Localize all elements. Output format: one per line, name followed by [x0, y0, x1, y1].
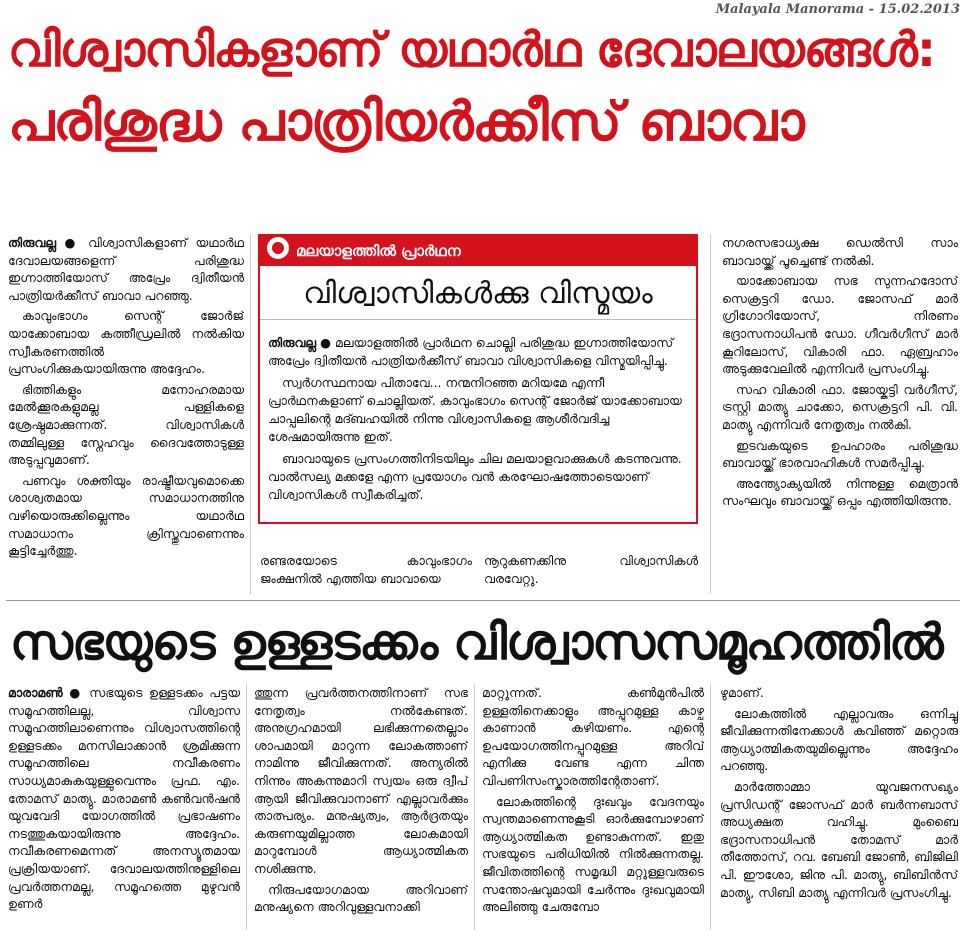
story1-column-2: [260, 552, 472, 592]
story2-paragraph: മാറ്റുന്നത്. കൺമുൻപിൽ ഉള്ളതിനെക്കാളും അപ്പുറമുള്ള കാഴ്ച കാണാൻ കഴിയണം. എന്റെ ഉപയോഗത്തിനപ്പുറമുള്ള അറിവ് എനിക്കു വേണ്ട എന്ന ചിന്ത വിപണിസംസ്കാരത്തിന്റേതാണ്.: [482, 685, 704, 788]
section-divider: [6, 600, 960, 601]
story1-paragraph: നഗരസഭാധ്യക്ഷ ഡെൽസി സാം ബാവായ്ക്ക് പൂച്ചെണ്ട് നൽകി.: [722, 235, 958, 268]
main-headline-line1: വിശ്വാസികളാണ് യഥാർഥ ദേവാലയങ്ങൾ:: [8, 22, 936, 78]
bullet-icon: ●: [69, 685, 83, 700]
story2-paragraph: മാർത്തോമ്മാ യുവജനസഖ്യം പ്രസിഡന്റ് ജോസഫ് മാർ ബർന്നബാസ് അധ്യക്ഷത വഹിച്ചു. മുംബൈ ഭദ്രാസനാധിപൻ തോമസ് മാർ തീത്തോസ്, റവ. ബേബി ജോൺ, ബിജിലി പി. ഈശോ, ജിനു പി. മാത്യു, ബിബിൻസ് മാത്യു, സിബി മാത്യു എന്നിവർ പ്രസംഗിച്ചു.: [720, 778, 958, 900]
newspaper-dateline: Malayala Manorama - 15.02.2013: [715, 2, 960, 17]
story2-column-3: [482, 684, 704, 930]
column-divider: [710, 684, 711, 930]
story2-paragraph: സഭയുടെ ഉള്ളടക്കം പട്ടയ സമൂഹത്തിലല്ല, വിശ്വാസ സമൂഹത്തിലാണെന്നും വിശ്വാസത്തിന്റെ ഉള്ളടക്കം മനസിലാക്കാൻ ശ്രമിക്കുന്ന സമൂഹത്തിലെ നവീകരണം സാധ്യമാകുകയുള്ളുവെന്നും പ്രഫ. എം. തോമസ് മാത്യു. മാരാമൺ കൺവൻഷൻ യുവവേദി യോഗത്തിൽ പ്രഭാഷണം നടത്തുകയായിരുന്നു അദ്ദേഹം. നവീകരണമെന്നത് അനസ്യൂതമായ പ്രക്രിയയാണ്. ദേവാലയത്തിനുള്ളിലെ പ്രവർത്തനമല്ല, സമൂഹത്തെ മുഴുവൻ ഉണർ: [8, 685, 240, 912]
story1-paragraph: ഇടവകയുടെ ഉപഹാരം പരിശുദ്ധ ബാവായ്ക്ക് ഭാരവാഹികൾ സമർപ്പിച്ചു.: [722, 437, 958, 471]
story2-paragraph: ത്തുന്ന പ്രവർത്തനത്തിനാണ് സഭ നേതൃത്വം നൽകേണ്ടത്. അനുഗ്രഹമായി ലഭിക്കുന്നതെല്ലാം ശാപമായി മാറുന്ന ലോകത്താണ് നാമിന്നു ജീവിക്കുന്നത്. അന്യരിൽ നിന്നും അകന്നുമാറി സ്വയം ഒരു ദ്വീപ് ആയി ജീവിക്കുവാനാണ് എല്ലാവർക്കും താത്പര്യം. മനുഷ്യത്വം, ആർദ്രതയും കരുണയുമില്ലാത്ത ലോകമായി മാറുമ്പോൾ ആധ്യാത്മികത നശിക്കുന്നു.: [254, 685, 468, 876]
story2-paragraph: ലോകത്തിൽ എല്ലാവരും ഒന്നിച്ചു ജീവിക്കുന്നതിനേക്കാൾ കവിഞ്ഞ് മറ്റൊരു ആധ്യാത്മികതയുമില്ലെന്നും അദ്ദേഹം പറഞ്ഞു.: [720, 705, 958, 774]
story2-column-4: [720, 684, 958, 930]
story1-column-4: [722, 234, 958, 596]
story1-paragraph: ഭിത്തികളും മനോഹരമായ മേൽക്കൂരകളുമല്ല പള്ളികളെ ശ്രേഷ്ഠമാക്കുന്നത്. വിശ്വാസികൾ തമ്മിലുള്ള സ്നേഹവും ദൈവത്തോടുള്ള അടുപ്പവുമാണ്.: [8, 381, 244, 468]
column-divider: [474, 684, 475, 930]
story1-paragraph: പണവും ശക്തിയും രാഷ്ട്രീയവുമൊക്കെ ശാശ്വതമായ സമാധാനത്തിനു വഴിയൊരുക്കില്ലെന്നും യഥാർഥ സമാധാനം ക്രിസ്തുവാണെന്നും കൂട്ടിച്ചേർത്തു.: [8, 472, 244, 559]
story1-column-3: [484, 552, 698, 592]
sidebar-paragraph: ബാവായുടെ പ്രസംഗത്തിനിടയിലും ചില മലയാളവാക്കുകൾ കടന്നുവന്നു. വാൽസല്യ മക്കളേ എന്ന പ്രയോഗം വൻ കരഘോഷത്തോടെയാണ് വിശ്വാസികൾ സ്വീകരിച്ചത്.: [268, 451, 682, 502]
column-divider: [250, 234, 251, 594]
story1-paragraph: നൂറുകണക്കിനു വിശ്വാസികൾ വരവേറ്റു.: [484, 553, 698, 586]
story1-paragraph: അന്ത്യോക്യയിൽ നിന്നുള്ള മെത്രാൻ സംഘവും ബാവായ്ക്ക് ഒപ്പം എത്തിയിരുന്നു.: [722, 475, 958, 509]
sidebar-paragraph: സ്വർഗസ്ഥനായ പിതാവേ... നന്മനിറഞ്ഞ മറിയമേ എന്നീ പ്രാർഥനകളാണ് ചൊല്ലിയത്. കാവുംഭാഗം സെന്റ് ജോർജ് യാക്കോബായ ചാപ്പലിന്റെ മദ്ബഹയിൽ നിന്നു വിശ്വാസികളെ ആശീർവദിച്ച ശേഷമായിരുന്നു ഇത്.: [268, 375, 682, 444]
sidebar-label: മലയാളത്തിൽ പ്രാർഥന: [296, 242, 461, 260]
column-divider: [246, 684, 247, 930]
story2-column-2: [254, 684, 468, 930]
second-headline: സഭയുടെ ഉള്ളടക്കം വിശ്വാസസമൂഹത്തിൽ: [10, 614, 943, 671]
sidebar-dateline: തിരുവല്ല: [268, 335, 317, 350]
story2-paragraph: ലോകത്തിന്റെ ദുഃഖവും വേദനയും സ്വന്തമാണെന്നുകൂടി ഓർക്കുമ്പോഴാണ് ആധ്യാത്മികത ഉണ്ടാകുന്നത്. ഇതു സഭയുടെ പരിധിയിൽ നിൽക്കുന്നതല്ല. ജീവിതത്തിന്റെ സമൃദ്ധി മറ്റുള്ളവരുടെ സന്തോഷവുമായി ചേർന്നും ദുഃഖവുമായി അലിഞ്ഞു ചേരുമ്പോ: [482, 793, 704, 915]
main-headline: [8, 14, 958, 158]
story1-paragraph: കാവുംഭാഗം സെന്റ് ജോർജ് യാക്കോബായ കത്തീഡ്രലിൽ നൽകിയ സ്വീകരണത്തിൽ പ്രസംഗിക്കുകയായിരുന്നു അദ്ദേഹം.: [8, 308, 244, 377]
story1-paragraph: വിശ്വാസികളാണ് യഥാർഥ ദേവാലയങ്ങളെന്ന് പരിശുദ്ധ ഇഗ്നാത്തിയോസ് അപ്രേം ദ്വിതീയൻ പാത്രിയർക്കീസ് ബാവാ പറഞ്ഞു.: [8, 235, 244, 303]
column-divider: [710, 234, 711, 594]
story2-paragraph: നിരുപയോഗമായ അറിവാണ് മനുഷ്യനെ അറിവുള്ളവനാക്കി: [254, 881, 468, 915]
bullet-icon: ●: [64, 235, 80, 250]
story1-dateline: തിരുവല്ല: [8, 235, 57, 250]
sidebar-box: [258, 234, 698, 524]
main-headline-line2: പരിശുദ്ധ പാത്രിയർക്കീസ് ബാവാ: [8, 90, 804, 153]
target-icon: [264, 234, 292, 262]
story1-column-1: [8, 234, 244, 596]
story2-dateline: മാരാമൺ: [8, 685, 63, 700]
bullet-icon: ●: [320, 335, 331, 350]
story1-paragraph: യാക്കോബായ സഭ സുന്നഹദോസ് സെക്രട്ടറി ഡോ. ജോസഫ് മാർ ഗ്രിഗോറിയോസ്, നിരണം ഭദ്രാസനാധിപൻ ഡോ. ഗീവർഗീസ് മാർ കൂറിലോസ്, വികാരി ഫാ. ഏബ്രഹാം അടുക്കുവേലിൽ എന്നിവർ പ്രസംഗിച്ചു.: [722, 273, 958, 377]
sidebar-body: [260, 334, 696, 504]
story2-column-1: [8, 684, 240, 930]
sidebar-label-bar: [260, 236, 696, 266]
sidebar-title: വിശ്വാസികൾക്കു വിസ്മയം: [260, 276, 696, 320]
sidebar-paragraph: മലയാളത്തിൽ പ്രാർഥന ചൊല്ലി പരിശുദ്ധ ഇഗ്നാത്തിയോസ് അപ്രേം ദ്വിതീയൻ പാത്രിയർക്കീസ് ബാവാ വിശ്വാസികളെ വിസ്മയിപ്പിച്ചു.: [268, 335, 674, 368]
story2-paragraph: ഴുമാണ്.: [720, 685, 764, 700]
story1-paragraph: സഹ വികാരി ഫാ. ജോയ്കുട്ടി വർഗീസ്, ട്രസ്റ്റി മാത്യു ചാക്കോ, സെക്രട്ടറി പി. വി. മാത്യു എന്നിവർ നേതൃത്വം നൽകി.: [722, 381, 958, 432]
story1-paragraph: രണ്ടരയോടെ കാവുംഭാഗം ജംക്ഷനിൽ എത്തിയ ബാവായെ: [260, 553, 472, 586]
